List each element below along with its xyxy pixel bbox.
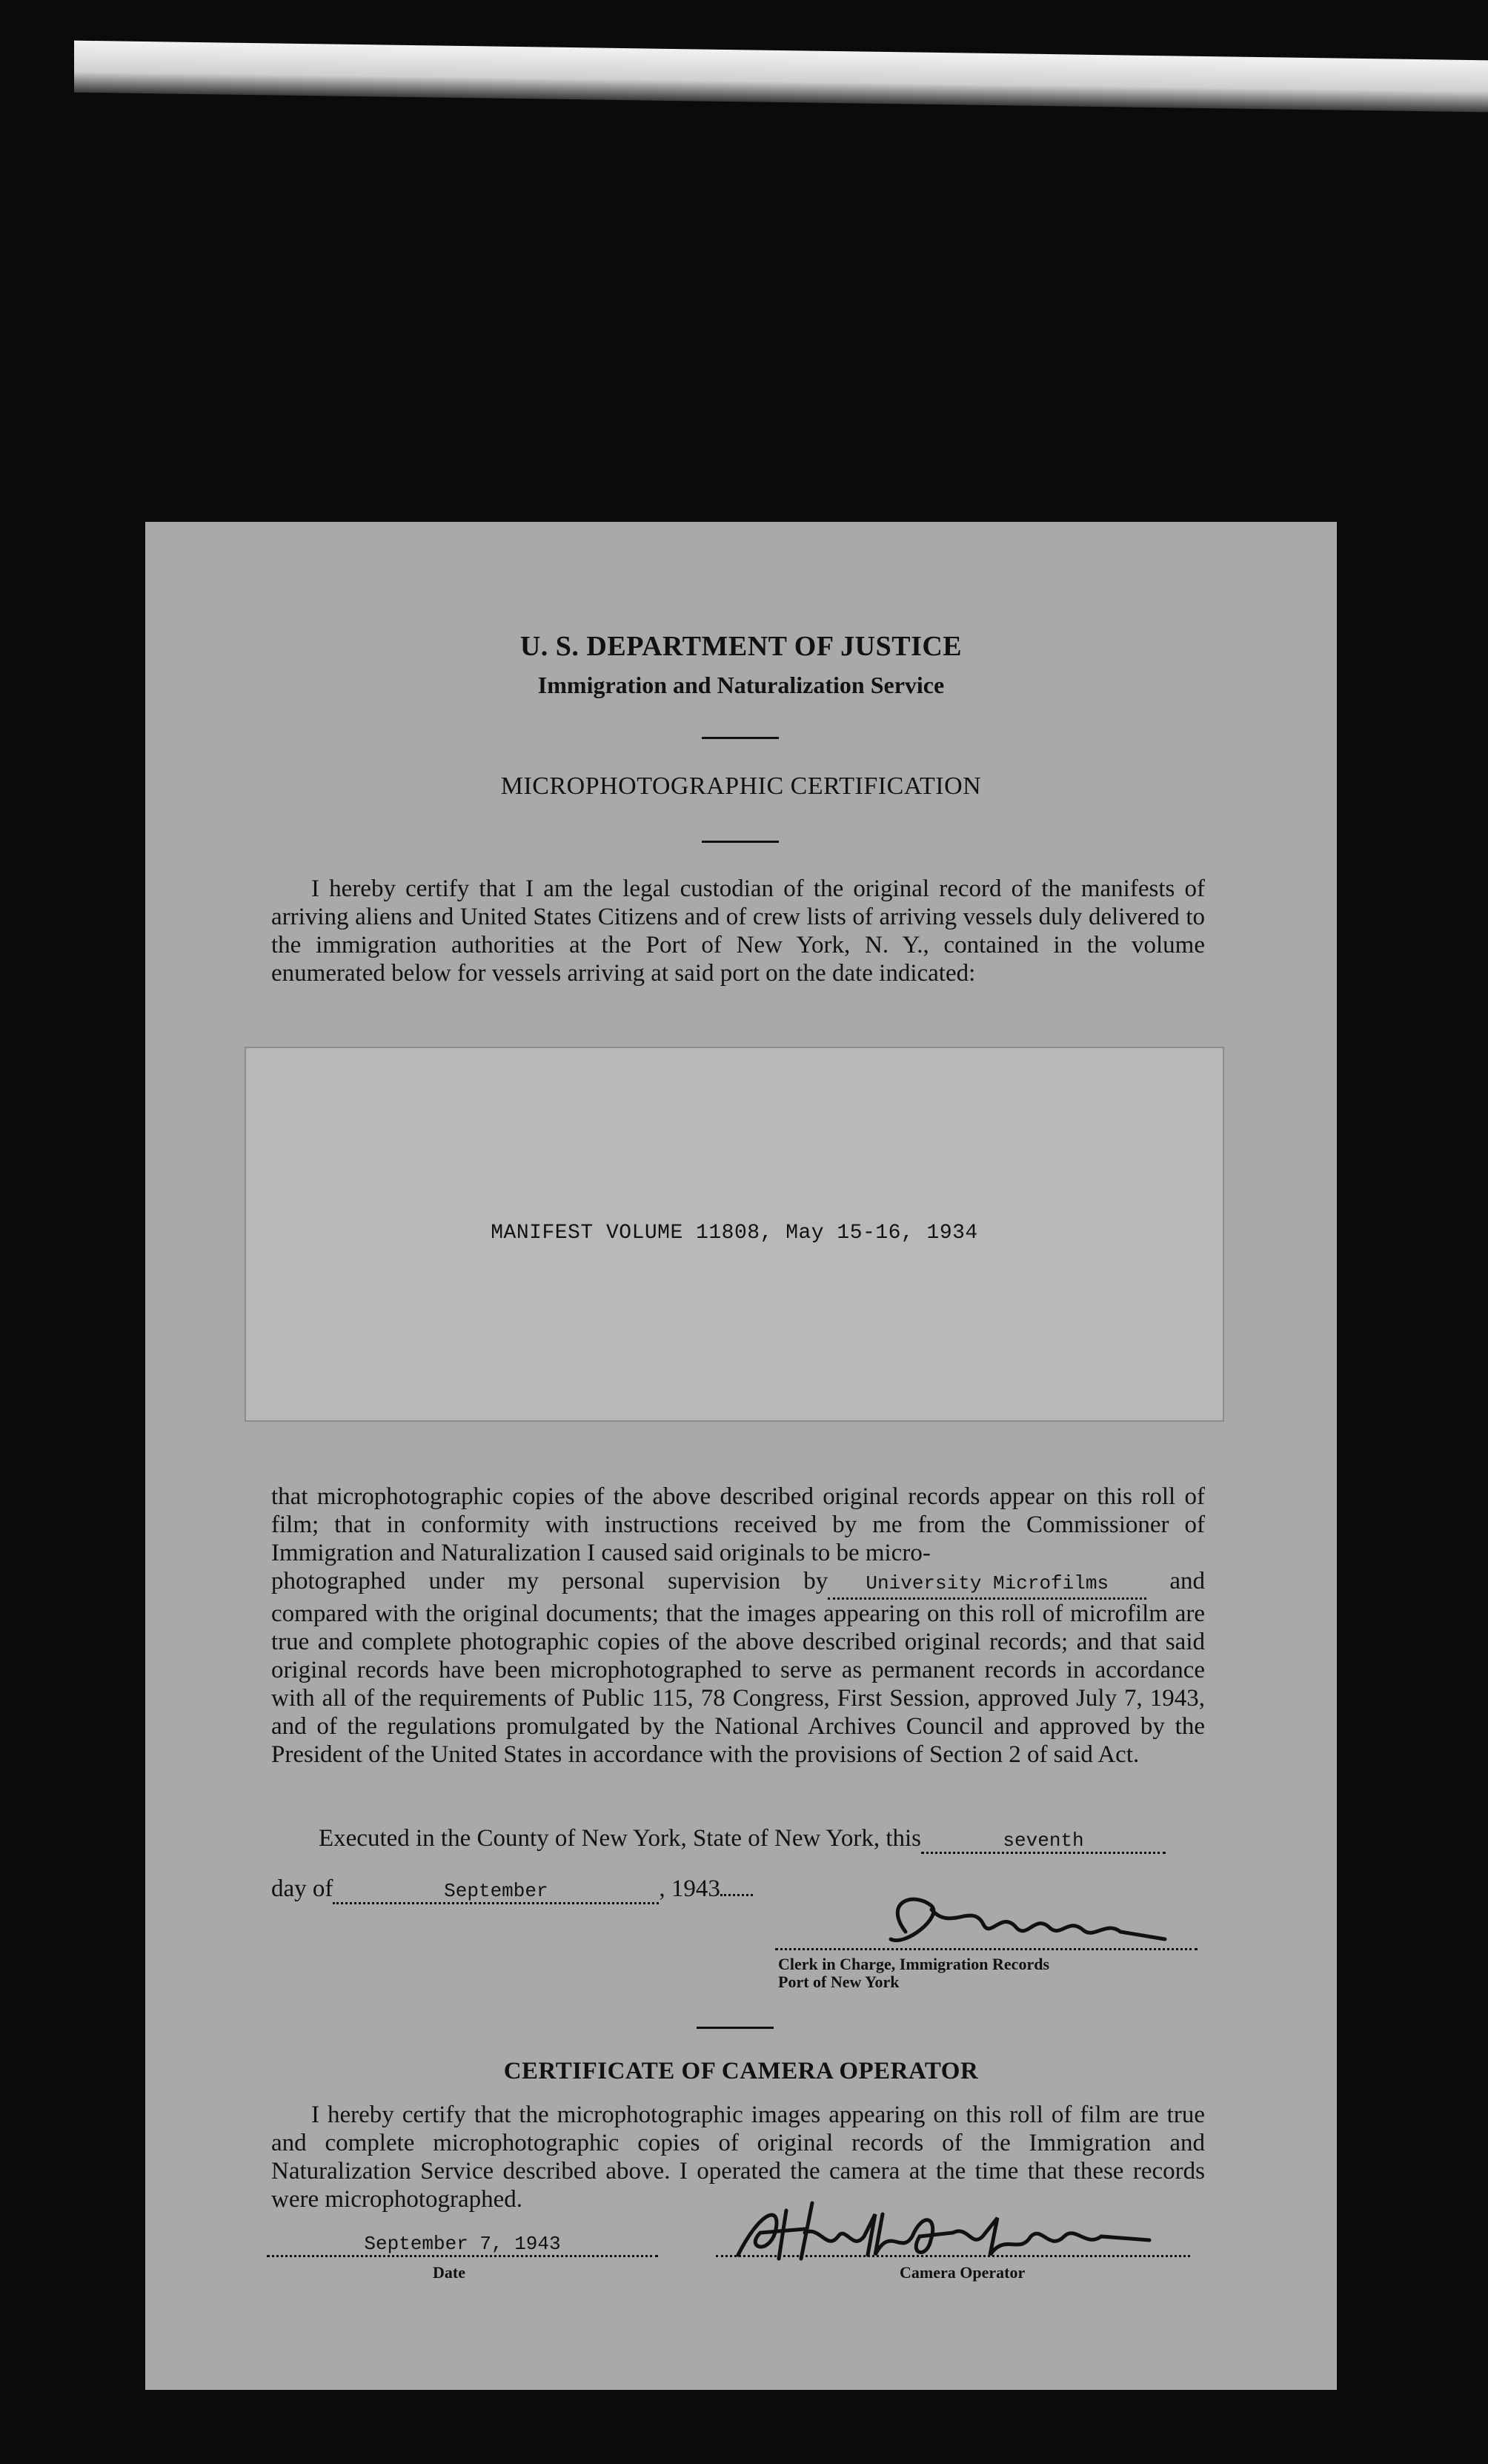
divider [697,2027,774,2029]
divider [702,737,779,739]
intro-paragraph: I hereby certify that I am the legal custodian of the original record of the manifests of arriving aliens and United States Citizens and of crew lists of arriving vessels duly delivered to the immigration authorities at the Port of New York, N. Y., contained in the volume enumerated below for vessels arriving at said port on the date indicated: [271,875,1205,987]
department-heading: U. S. DEPARTMENT OF JUSTICE [519,631,963,662]
camera-date-value: September 7, 1943 [267,2233,658,2257]
clerk-title-line-1: Clerk in Charge, Immigration Records [778,1955,1050,1973]
execution-prefix: Executed in the County of New York, State of New York, this [319,1825,922,1852]
certificate-document [145,522,1337,2390]
clerk-title [778,1955,1049,1991]
execution-month: September [333,1880,659,1904]
body-paragraph [271,1483,1205,1769]
body-part-2: and compared with the original documents; that the images appearing on this roll of microfilm are true and complete photographic copies of the above described original records; and that said original records have been microphotographed to serve as permanent records in accordance with all of the requirements of Public 115, 78 Congress, First Session, approved July 7, 1943, and of the regulations promulgated by the National Archives Council and approved by the President of the United States in accordance with the provisions of Section 2 of said Act. [271,1568,1205,1768]
execution-year: , 1943 [659,1875,720,1902]
camera-operator-heading: CERTIFICATE OF CAMERA OPERATOR [503,2058,979,2084]
camera-date-line [267,2228,658,2257]
film-edge [74,41,1488,113]
clerk-title-line-2: Port of New York [778,1973,900,1991]
day-of-label: day of [271,1875,333,1902]
execution-date-line [271,1875,753,1904]
clerk-signature-line [775,1948,1198,1950]
body-part-1: that microphotographic copies of the above described original records appear on this roll of film; that in conformity with instructions received by me from the Commissioner of Immigration and Naturalization I caused said originals to be micro- [271,1483,1205,1566]
supervision-prefix: photographed under my personal supervision by [271,1568,828,1594]
divider [702,841,779,843]
manifest-volume-label: MANIFEST VOLUME 11808, May 15-16, 1934 [491,1222,978,1245]
date-label: Date [433,2263,465,2282]
camera-operator-paragraph: I hereby certify that the microphotographic images appearing on this roll of film are true and complete microphotographic copies of original records of the Immigration and Naturalization Service described above. I operated the camera at the time that these records were microphotographed. [271,2102,1205,2213]
camera-operator-label: Camera Operator [900,2263,1026,2282]
service-heading: Immigration and Naturalization Service [537,672,945,698]
supervision-value: University Microfilms [828,1569,1146,1600]
manifest-label-box [245,1047,1224,1422]
camera-operator-signature-line [716,2255,1190,2257]
certification-title: MICROPHOTOGRAPHIC CERTIFICATION [500,772,982,800]
execution-day: seventh [921,1829,1166,1854]
execution-line [319,1825,1166,1854]
